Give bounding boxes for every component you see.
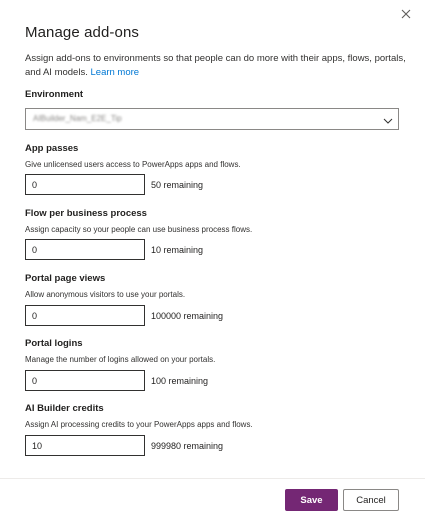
ai-builder-credits-remaining: 999980 remaining <box>151 441 224 451</box>
app-passes-label: App passes <box>25 143 79 154</box>
portal-logins-input[interactable] <box>25 370 145 391</box>
portal-page-views-input[interactable] <box>25 305 145 326</box>
portal-page-views-help: Allow anonymous visitors to use your portals. <box>25 290 186 299</box>
flow-per-business-process-remaining: 10 remaining <box>151 245 204 255</box>
save-button[interactable]: Save <box>285 489 338 511</box>
flow-per-business-process-label: Flow per business process <box>25 208 147 219</box>
portal-logins-label: Portal logins <box>25 338 83 349</box>
flow-per-business-process-input[interactable] <box>25 239 145 260</box>
ai-builder-credits-help: Assign AI processing credits to your PowerApps apps and flows. <box>25 420 253 429</box>
footer-divider <box>0 478 425 479</box>
flow-per-business-process-help: Assign capacity so your people can use business process flows. <box>25 225 253 234</box>
portal-page-views-label: Portal page views <box>25 273 106 284</box>
chevron-down-icon <box>382 114 394 126</box>
app-passes-help: Give unlicensed users access to PowerApps apps and flows. <box>25 160 241 169</box>
app-passes-input[interactable] <box>25 174 145 195</box>
close-button[interactable] <box>398 6 414 22</box>
ai-builder-credits-input[interactable] <box>25 435 145 456</box>
environment-selected-value: AIBuilder_Nam_E2E_Tip <box>33 114 122 123</box>
portal-page-views-remaining: 100000 remaining <box>151 311 224 321</box>
environment-dropdown[interactable] <box>25 108 399 130</box>
learn-more-link[interactable]: Learn more <box>90 67 140 78</box>
close-icon <box>398 6 414 22</box>
environment-label: Environment <box>25 89 84 100</box>
app-passes-remaining: 50 remaining <box>151 180 204 190</box>
dialog-description <box>25 52 410 80</box>
portal-logins-help: Manage the number of logins allowed on your portals. <box>25 355 216 364</box>
cancel-button[interactable]: Cancel <box>343 489 399 511</box>
portal-logins-remaining: 100 remaining <box>151 376 209 386</box>
dialog-title: Manage add-ons <box>25 24 139 41</box>
ai-builder-credits-label: AI Builder credits <box>25 403 104 414</box>
description-text: Assign add-ons to environments so that people can do more with their apps, flows, portals, and AI models. <box>25 53 406 78</box>
